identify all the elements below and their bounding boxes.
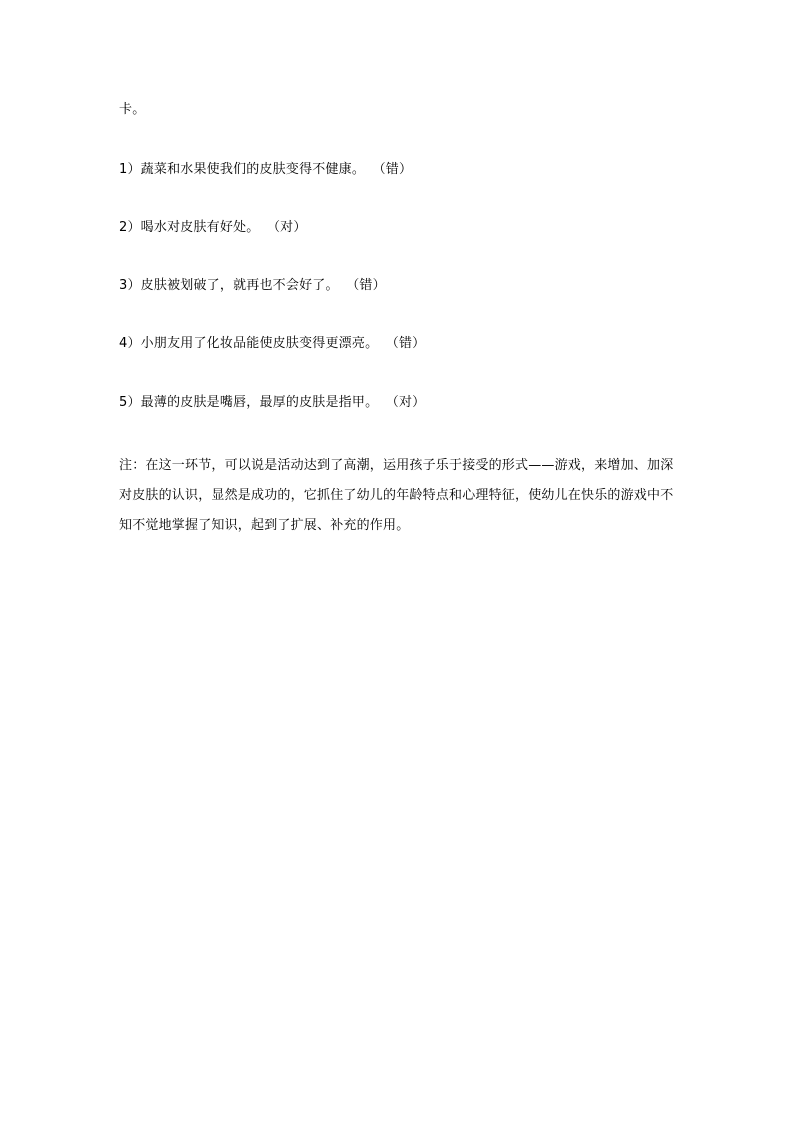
statement-5	[119, 394, 425, 412]
statement-text: 蔬菜和水果使我们的皮肤变得不健康。	[140, 162, 366, 177]
statement-number: 5）	[119, 395, 141, 410]
statement-number: 3）	[119, 278, 141, 293]
statement-text: 小朋友用了化妆品能使皮肤变得更漂亮。	[140, 336, 379, 351]
statement-text: 皮肤被划破了，就再也不会好了。	[140, 278, 339, 293]
statement-4	[119, 335, 425, 353]
statement-answer: （对）	[273, 220, 307, 235]
statement-answer: （错）	[379, 162, 413, 177]
statement-text: 最薄的皮肤是嘴唇，最厚的皮肤是指甲。	[140, 395, 379, 410]
statement-answer: （对）	[392, 395, 426, 410]
statement-answer: （错）	[392, 336, 426, 351]
statement-number: 2）	[119, 220, 141, 235]
statement-number: 1）	[119, 162, 141, 177]
statement-text: 喝水对皮肤有好处。	[140, 220, 260, 235]
note-paragraph: 注：在这一环节，可以说是活动达到了高潮，运用孩子乐于接受的形式——游戏，来增加、加深对皮肤的认识，显然是成功的，它抓住了幼儿的年龄特点和心理特征，使幼儿在快乐的游戏中不知不觉地掌握了知识，起到了扩展、补充的作用。	[119, 458, 674, 533]
continuation-text: 卡。	[119, 102, 146, 117]
statement-number: 4）	[119, 336, 141, 351]
statement-answer: （错）	[352, 278, 386, 293]
statement-3	[119, 277, 386, 295]
statement-2	[119, 219, 307, 237]
statement-1	[119, 161, 412, 179]
